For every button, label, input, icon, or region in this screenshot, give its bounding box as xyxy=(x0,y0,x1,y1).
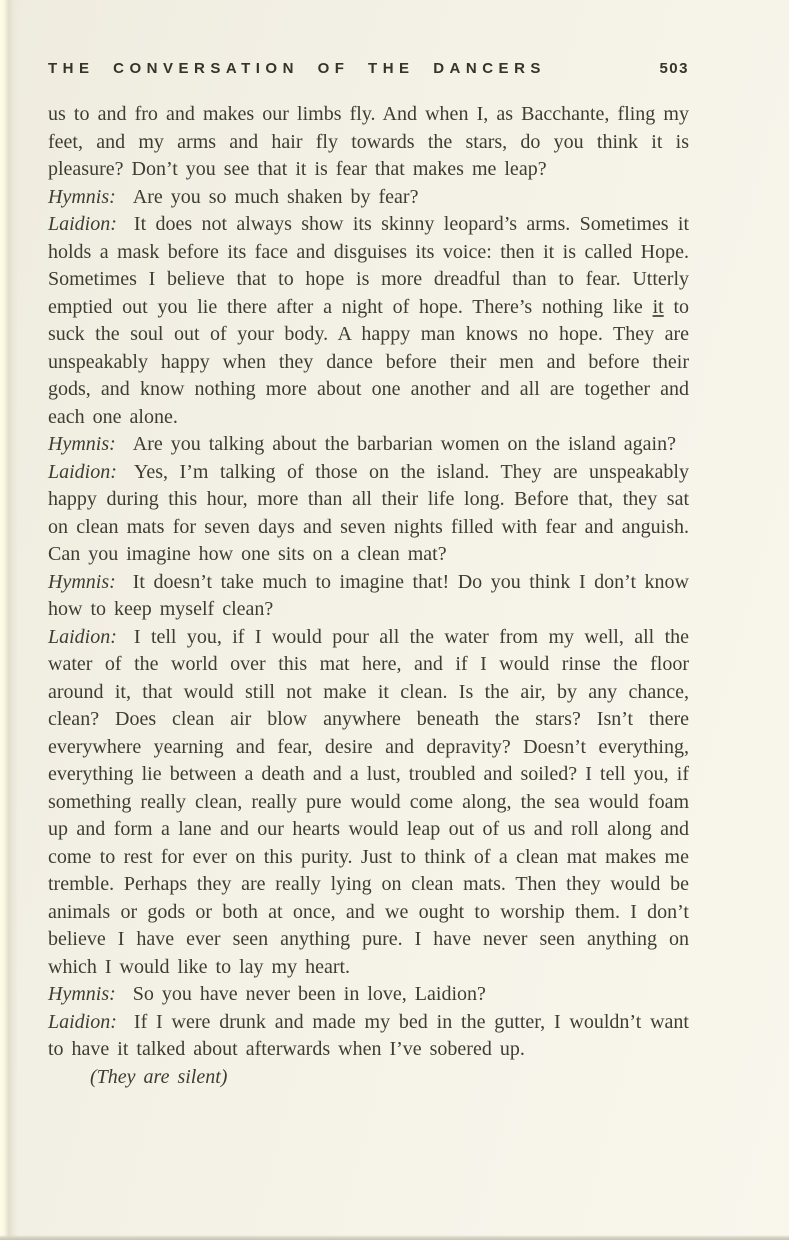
dialogue-turn: Laidion: I tell you, if I would pour all the water from my well, all the water of the world over this mat here, and if I would rinse the floor around it, that would still not make it clean. Is the air, by any chance, clean? Does clean air blow anywhere beneath the stars? Isn’t there everywhere yearning and fear, desire and depravity? Doesn’t everything, everything lie between a death and a lust, troubled and soiled? I tell you, if something really clean, really pure would come along, the sea would foam up and form a lane and our hearts would leap out of us and roll along and come to rest for ever on this purity. Just to think of a clean mat makes me tremble. Perhaps they are really lying on clean mats. Then they would be animals or gods or both at once, and we ought to worship them. I don’t believe I have ever seen anything pure. I have never seen anything on which I would like to lay my heart. xyxy=(48,625,689,978)
speaker-name: Laidion: xyxy=(48,625,117,648)
underlined-word: it xyxy=(652,295,664,318)
dialogue-turn: Laidion: If I were drunk and made my bed in the gutter, I wouldn’t want to have it talked about afterwards when I’ve sobered up. xyxy=(48,1010,689,1060)
dialogue-turn: Hymnis: So you have never been in love, Laidion? xyxy=(48,983,486,1005)
dialogue-turn: us to and fro and makes our limbs fly. And when I, as Bacchante, fling my feet, and my arms and hair fly towards the stars, do you think it is pleasure? Don’t you see that it is fear that makes me leap? xyxy=(48,103,689,180)
dialogue-text xyxy=(48,101,689,1091)
dialogue-turn: Hymnis: Are you so much shaken by fear? xyxy=(48,185,419,208)
speaker-name: Hymnis: xyxy=(48,570,116,593)
dialogue-turn: Hymnis: Are you talking about the barbarian women on the island again? xyxy=(48,433,676,455)
speaker-name: Laidion: xyxy=(48,1010,117,1033)
page-left-edge xyxy=(0,0,18,1240)
page-bottom-edge xyxy=(0,1235,789,1240)
speaker-name: Hymnis: xyxy=(48,185,116,208)
speaker-name: Laidion: xyxy=(48,460,117,483)
speaker-name: Hymnis: xyxy=(48,983,116,1005)
stage-direction: (They are silent) xyxy=(90,1065,228,1088)
speaker-name: Laidion: xyxy=(48,213,117,235)
dialogue-turn: Laidion: It does not always show its skinny leopard’s arms. Sometimes it holds a mask before its face and disguises its voice: then it is called Hope. Sometimes I believe that to hope is more dreadful than to fear. Utterly emptied out you lie there after a night of hope. There’s nothing like it to suck the soul out of your body. A happy man knows no hope. They are unspeakably happy when they dance before their men and before their gods, and know nothing more about one another and all are together and each one alone. xyxy=(48,213,689,428)
chapter-title: THE CONVERSATION OF THE DANCERS xyxy=(48,60,546,77)
running-head xyxy=(48,60,689,77)
page-number: 503 xyxy=(659,60,689,77)
dialogue-turn: Hymnis: It doesn’t take much to imagine that! Do you think I don’t know how to keep myself clean? xyxy=(48,570,689,620)
dialogue-turn: Laidion: Yes, I’m talking of those on the island. They are unspeakably happy during this hour, more than all their life long. Before that, they sat on clean mats for seven days and seven nights filled with fear and anguish. Can you imagine how one sits on a clean mat? xyxy=(48,460,689,565)
speaker-name: Hymnis: xyxy=(48,433,116,455)
